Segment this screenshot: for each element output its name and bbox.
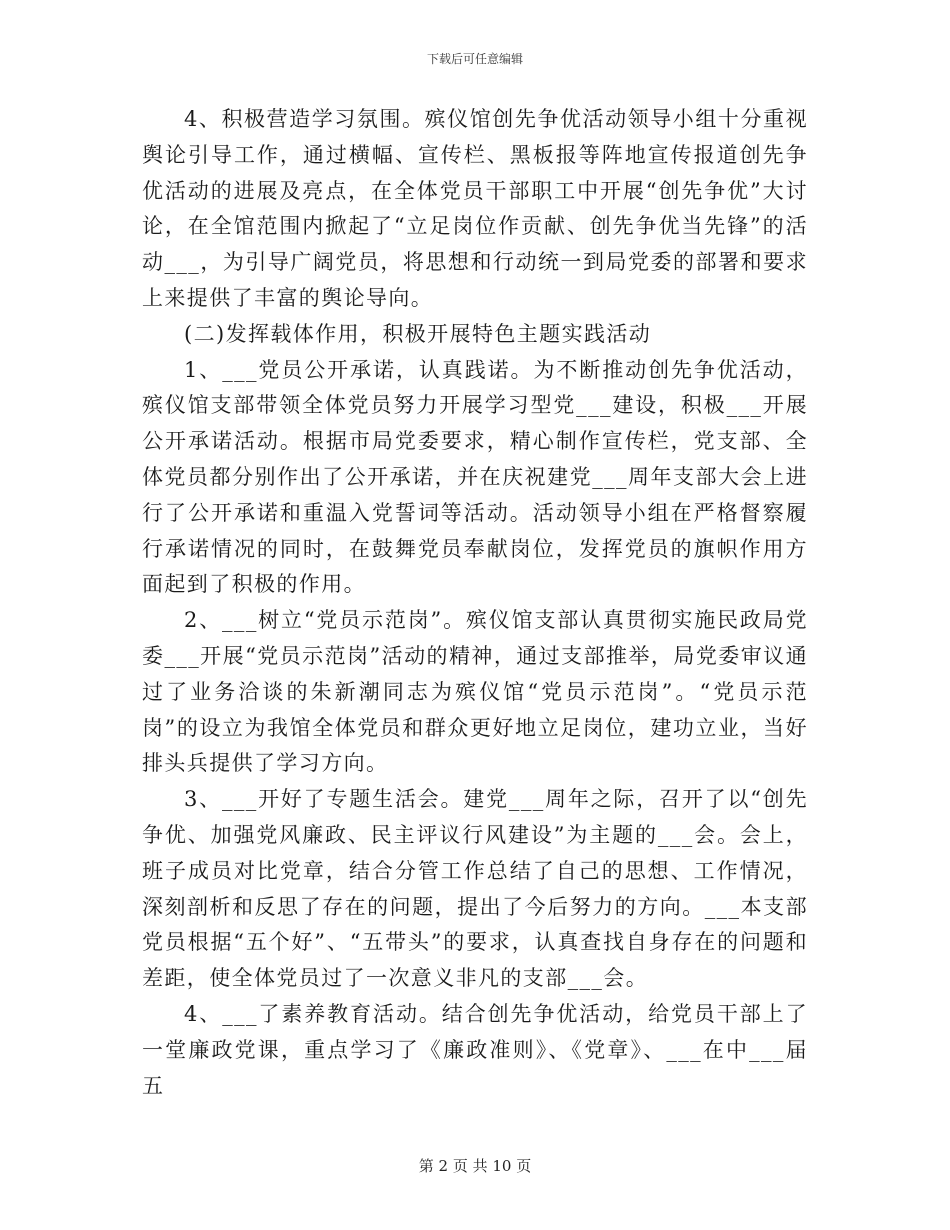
- paragraph-life-meeting: 3、___开好了专题生活会。建党___周年之际，召开了以“创先争优、加强党风廉政、民主评议行风建设”为主题的___会。会上，班子成员对比党章，结合分管工作总结了自己的思想、工作情况，深刻剖析和反思了存在的问题，提出了今后努力的方向。___本支部党员根据“五个好”、“五带头”的要求，认真查找自身存在的问题和差距，使全体党员过了一次意义非凡的支部___会。: [142, 787, 808, 991]
- document-body: [142, 102, 808, 1104]
- paragraph-public-commitment: 1、___党员公开承诺，认真践诺。为不断推动创先争优活动，殡仪馆支部带领全体党员努力开展学习型党___建设，积极___开展公开承诺活动。根据市局党委要求，精心制作宣传栏，党支部、全体党员都分别作出了公开承诺，并在庆祝建党___周年支部大会上进行了公开承诺和重温入党誓词等活动。活动领导小组在严格督察履行承诺情况的同时，在鼓舞党员奉献岗位，发挥党员的旗帜作用方面起到了积极的作用。: [142, 357, 808, 597]
- page-number: 第 2 页 共 10 页: [418, 1157, 532, 1175]
- section-heading: (二)发挥载体作用，积极开展特色主题实践活动: [184, 321, 652, 346]
- paragraph-quality-education: 4、___了素养教育活动。结合创先争优活动，给党员干部上了一堂廉政党课，重点学习了《廉政准则》、《党章》、___在中___届五: [142, 1001, 808, 1098]
- paragraph-learning-atmosphere: 4、积极营造学习氛围。殡仪馆创先争优活动领导小组十分重视舆论引导工作，通过横幅、宣传栏、黑板报等阵地宣传报道创先争优活动的进展及亮点，在全体党员干部职工中开展“创先争优”大讨论，在全馆范围内掀起了“立足岗位作贡献、创先争优当先锋”的活动___，为引导广阔党员，将思想和行动统一到局党委的部署和要求上来提供了丰富的舆论导向。: [142, 107, 808, 310]
- paragraph-model-post: 2、___树立“党员示范岗”。殡仪馆支部认真贯彻实施民政局党委___开展“党员示范岗”活动的精神，通过支部推举，局党委审议通过了业务洽谈的朱新潮同志为殡仪馆“党员示范岗”。“党员示范岗”的设立为我馆全体党员和群众更好地立足岗位，建功立业，当好排头兵提供了学习方向。: [142, 608, 808, 776]
- page-header: 下载后可任意编辑: [426, 52, 523, 66]
